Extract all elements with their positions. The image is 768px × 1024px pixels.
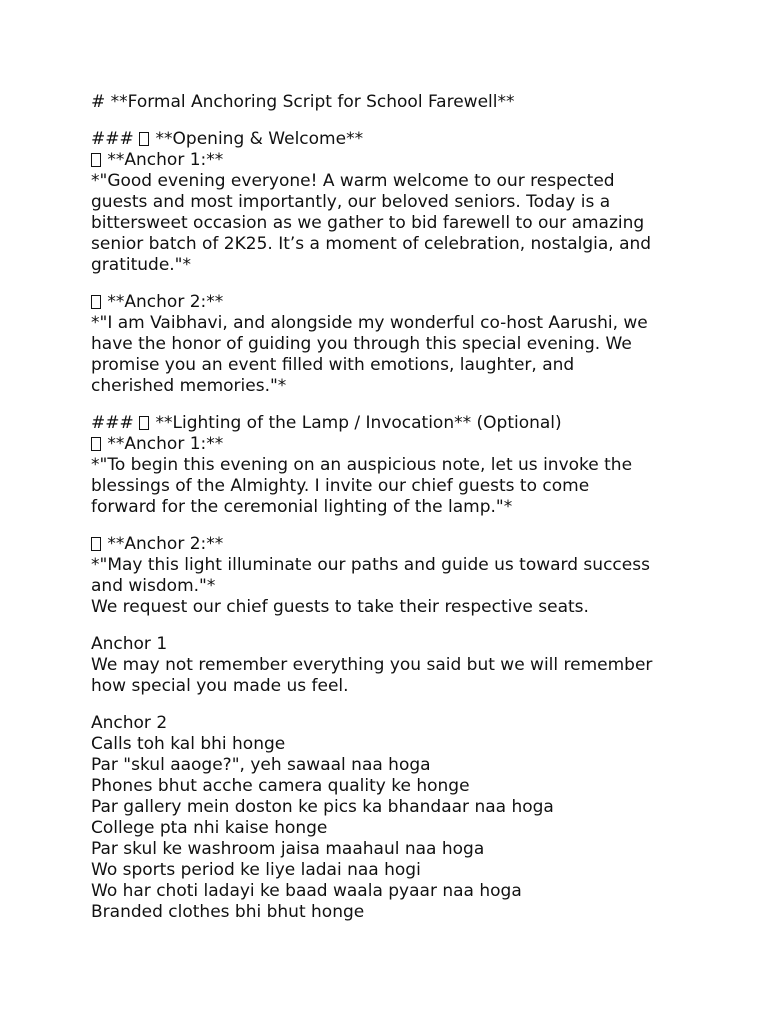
missing-glyph-icon [139, 416, 149, 430]
paragraph-line: blessings of the Almighty. I invite our chief guests to come [91, 476, 590, 496]
poem-line: Phones bhut acche camera quality ke honge [91, 776, 470, 796]
poem-line: Wo har choti ladayi ke baad waala pyaar naa hoga [91, 881, 522, 901]
paragraph-line: how special you made us feel. [91, 676, 349, 696]
paragraph-line: bittersweet occasion as we gather to bid farewell to our amazing [91, 213, 645, 233]
lamp-anchor2-label: **Anchor 2:** [91, 534, 741, 555]
document-title: # **Formal Anchoring Script for School Farewell** [91, 92, 515, 112]
paragraph-line: promise you an event filled with emotions, laughter, and [91, 355, 575, 375]
heading-text: **Lighting of the Lamp / Invocation** (Optional) [150, 413, 562, 433]
paragraph-line: have the honor of guiding you through this special evening. We [91, 334, 632, 354]
poem-line: Par gallery mein doston ke pics ka bhandaar naa hoga [91, 797, 554, 817]
opening-anchor1-label: **Anchor 1:** [91, 150, 741, 171]
poem-line: Branded clothes bhi bhut honge [91, 902, 365, 922]
poem-line: Par skul ke washroom jaisa maahaul naa hoga [91, 839, 485, 859]
missing-glyph-icon [91, 153, 101, 167]
missing-glyph-icon [91, 295, 101, 309]
paragraph-line: *"To begin this evening on an auspicious note, let us invoke the [91, 455, 633, 475]
paragraph-line: We request our chief guests to take their respective seats. [91, 597, 589, 617]
paragraph-line: *"I am Vaibhavi, and alongside my wonderful co-host Aarushi, we [91, 313, 648, 333]
paragraph-line: gratitude."* [91, 255, 191, 275]
missing-glyph-icon [91, 437, 101, 451]
paragraph-line: forward for the ceremonial lighting of the lamp."* [91, 497, 513, 517]
lamp-anchor1-label: **Anchor 1:** [91, 434, 741, 455]
paragraph-line: *"Good evening everyone! A warm welcome to our respected [91, 171, 615, 191]
lamp-heading [91, 413, 741, 434]
paragraph-line: We may not remember everything you said but we will remember [91, 655, 653, 675]
opening-anchor2-label: **Anchor 2:** [91, 292, 741, 313]
heading-prefix: ### [91, 129, 140, 149]
anchor2-label: Anchor 2 [91, 713, 168, 733]
heading-text: **Opening & Welcome** [150, 129, 364, 149]
paragraph-line: and wisdom."* [91, 576, 216, 596]
anchor1-label: Anchor 1 [91, 634, 168, 654]
paragraph-line: cherished memories."* [91, 376, 287, 396]
poem-line: College pta nhi kaise honge [91, 818, 328, 838]
poem-line: Par "skul aaoge?", yeh sawaal naa hoga [91, 755, 431, 775]
heading-prefix: ### [91, 413, 140, 433]
paragraph-line: *"May this light illuminate our paths and guide us toward success [91, 555, 650, 575]
document-page [91, 92, 741, 923]
poem-line: Wo sports period ke liye ladai naa hogi [91, 860, 421, 880]
paragraph-line: senior batch of 2K25. It’s a moment of celebration, nostalgia, and [91, 234, 652, 254]
opening-heading [91, 129, 741, 150]
paragraph-line: guests and most importantly, our beloved seniors. Today is a [91, 192, 611, 212]
missing-glyph-icon [91, 537, 101, 551]
poem-line: Calls toh kal bhi honge [91, 734, 286, 754]
missing-glyph-icon [139, 132, 149, 146]
